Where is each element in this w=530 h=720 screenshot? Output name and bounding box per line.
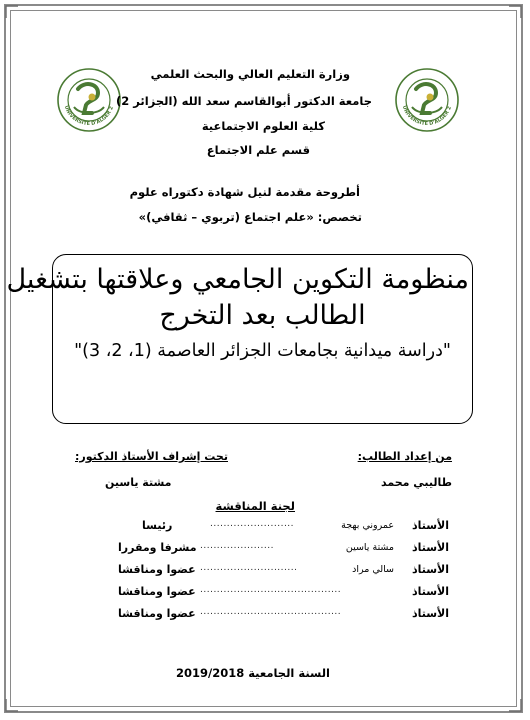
thesis-title-line-1: منظومة التكوين الجامعي وعلاقتها بتشغيل xyxy=(6,264,469,295)
member-role: عضوا ومناقشا xyxy=(118,563,196,576)
member-prefix: الأستاذ xyxy=(411,541,449,554)
member-role: عضوا ومناقشا xyxy=(118,607,196,620)
member-name: سالي مراد xyxy=(352,564,394,575)
university-logo-left xyxy=(56,67,122,133)
member-prefix: الأستاذ xyxy=(411,563,449,576)
member-prefix: الأستاذ xyxy=(411,607,449,620)
student-name: طاليبي محمد xyxy=(380,476,452,489)
member-dots: ...................... xyxy=(200,541,274,551)
department-name: قسم علم الاجتماع xyxy=(206,143,310,157)
logo-caption-left: UNIVERSITE D'ALGER 2 xyxy=(62,104,115,128)
member-prefix: الأستاذ xyxy=(411,585,449,598)
member-name: مشتة ياسين xyxy=(345,542,394,553)
thesis-subtitle: "دراسة ميدانية بجامعات الجزائر العاصمة (1، 2، 3)" xyxy=(74,341,451,361)
member-prefix: الأستاذ xyxy=(411,519,449,532)
thesis-type: أطروحة مقدمة لنيل شهادة دكتوراه علوم xyxy=(129,185,360,199)
member-role: رئيسا xyxy=(142,519,173,532)
corner-ornament-top-left xyxy=(4,4,20,20)
corner-ornament-top-right xyxy=(507,4,523,20)
academic-year: السنة الجامعية 2019/2018 xyxy=(175,666,330,680)
supervisor-label: تحت إشراف الأستاذ الدكتور: xyxy=(75,450,228,463)
ministry-name: وزارة التعليم العالي والبحث العلمي xyxy=(150,67,350,81)
corner-ornament-bottom-left xyxy=(4,697,20,713)
member-role: مشرفا ومقررا xyxy=(118,541,197,554)
prepared-by-label: من إعداد الطالب: xyxy=(357,450,452,463)
member-dots: .......................................... xyxy=(200,607,342,617)
logo-caption-right: UNIVERSITE D'ALGER 2 xyxy=(400,104,453,128)
faculty-name: كلية العلوم الاجتماعية xyxy=(201,119,325,133)
member-dots: ............................. xyxy=(200,563,298,573)
supervisor-name: مشتة ياسين xyxy=(105,476,172,489)
member-role: عضوا ومناقشا xyxy=(118,585,196,598)
corner-ornament-bottom-right xyxy=(507,697,523,713)
university-name: جامعة الدكتور أبوالقاسم سعد الله (الجزائر 2) xyxy=(115,94,372,108)
member-name: عمروني بهجة xyxy=(341,520,394,531)
member-dots: ......................... xyxy=(210,519,295,529)
thesis-specialty: تخصص: «علم اجتماع (تربوي – ثقافي)» xyxy=(138,210,362,224)
thesis-title-line-2: الطالب بعد التخرج xyxy=(159,300,366,331)
committee-title: لجنة المناقشة xyxy=(215,499,295,513)
university-logo-right xyxy=(394,67,460,133)
member-dots: .......................................... xyxy=(200,585,342,595)
